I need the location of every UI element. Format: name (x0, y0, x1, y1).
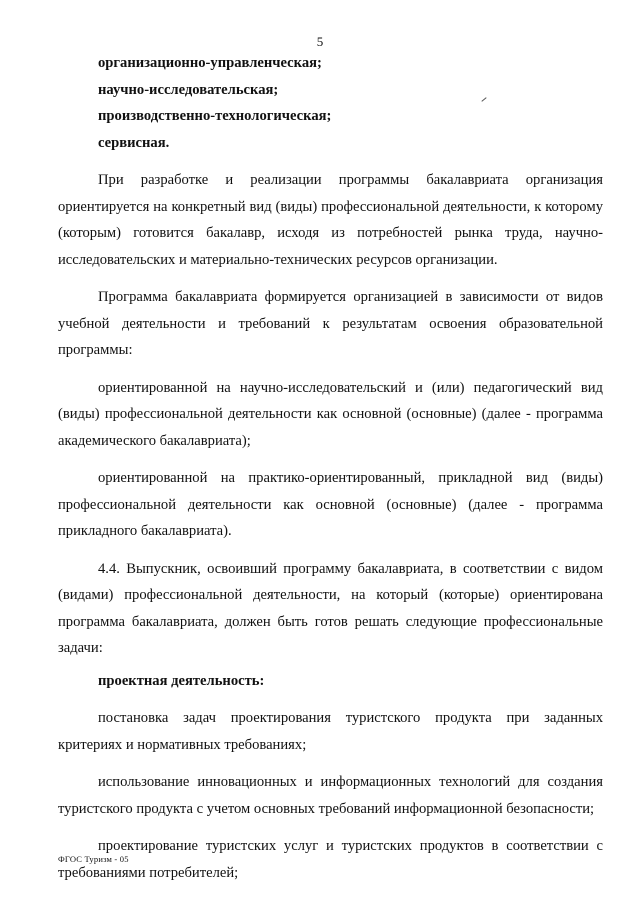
document-body (58, 50, 603, 886)
paragraph: Программа бакалавриата формируется организацией в зависимости от видов учебной деятельности и требований к результатам освоения образовательной программы: (58, 289, 603, 358)
activity-kind: научно-исследовательская; (98, 81, 279, 98)
paragraph: 4.4. Выпускник, освоивший программу бакалавриата, в соответствии с видом (видами) профессиональной деятельности, на который (которые) ориентирована программа бакалавриата, должен быть готов решать следующие профессиональные задачи: (58, 560, 603, 656)
paragraph: ориентированной на практико-ориентированный, прикладной вид (виды) профессиональной деятельности как основной (основные) (далее - программа прикладного бакалавриата). (58, 470, 603, 539)
task-item: использование инновационных и информационных технологий для создания туристского продукта с учетом основных требований информационной безопасности; (58, 774, 603, 817)
task-item: постановка задач проектирования туристского продукта при заданных критериях и нормативных требованиях; (58, 710, 603, 753)
document-footer: ФГОС Туризм - 05 (58, 854, 129, 864)
activity-kind: производственно-технологическая; (98, 108, 332, 124)
section-heading: проектная деятельность: (98, 672, 265, 689)
page-number: 5 (316, 34, 324, 49)
paragraph: При разработке и реализации программы бакалавриата организация ориентируется на конкретный вид (виды) профессиональной деятельности, к которому (которым) готовится бакалавр, исходя из потребностей рынка труда, научно-исследовательских и материально-технических ресурсов организации. (58, 172, 603, 268)
paragraph: ориентированной на научно-исследовательский и (или) педагогический вид (виды) профессиональной деятельности как основной (основные) (далее - программа академического бакалавриата); (58, 379, 603, 449)
activity-kind: организационно-управленческая; (98, 55, 322, 71)
task-item: проектирование туристских услуг и туристских продуктов в соответствии с требованиями потребителей; (58, 838, 603, 881)
activity-kind: сервисная. (98, 134, 170, 151)
